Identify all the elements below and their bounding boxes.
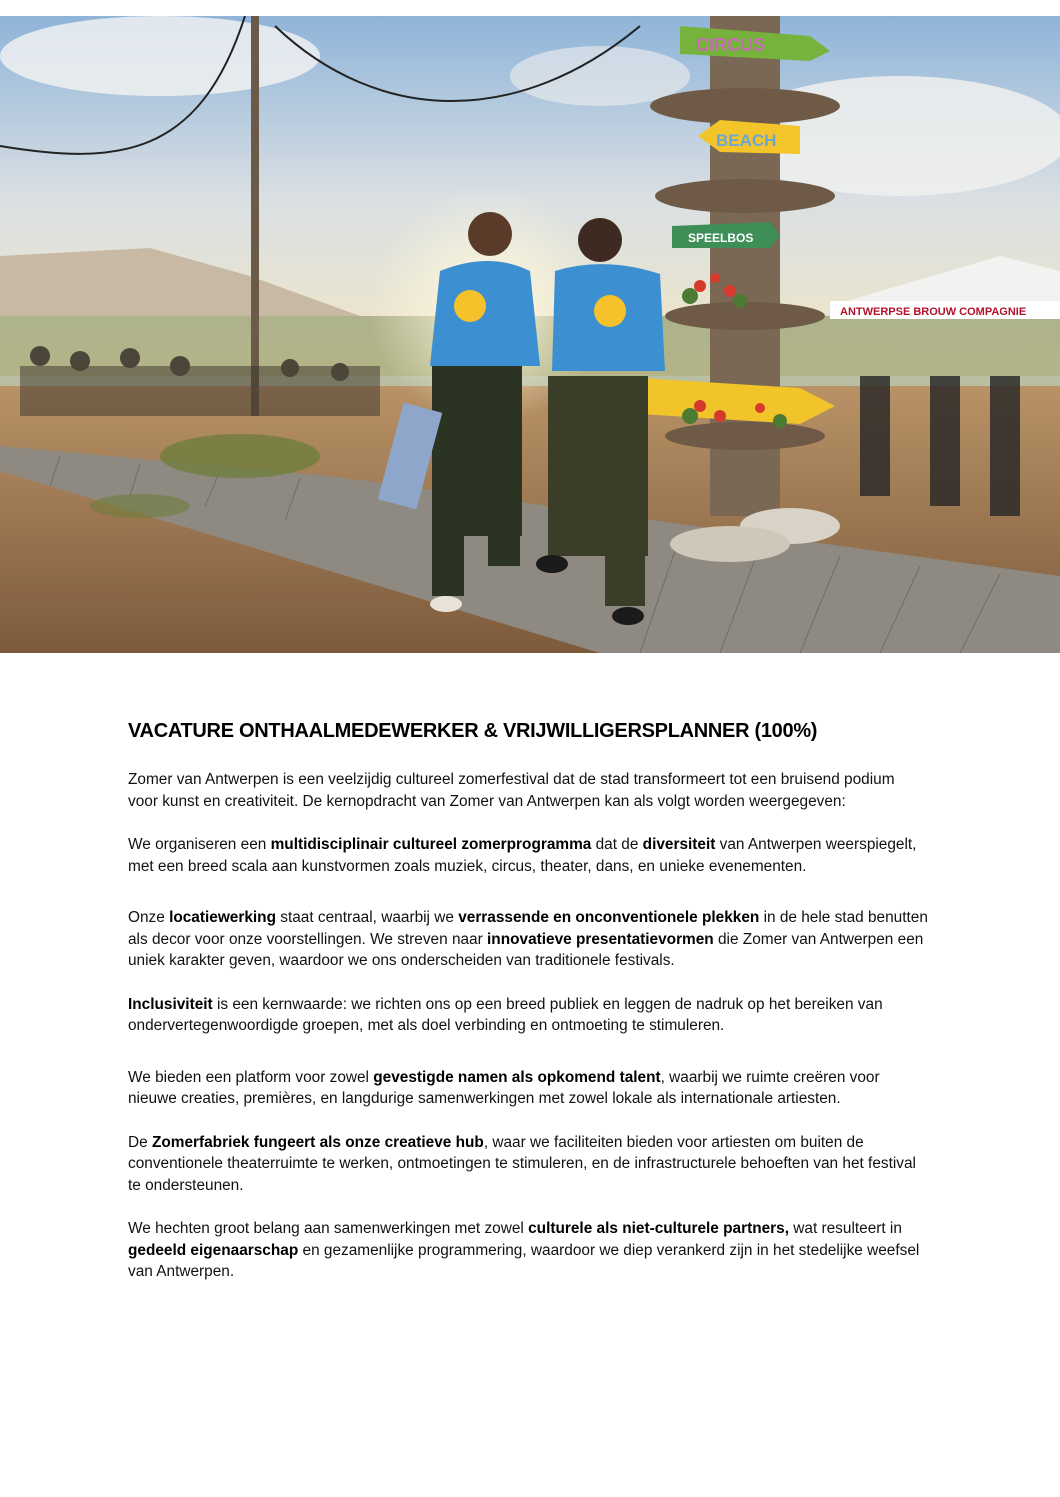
text: We organiseren een [128,836,271,853]
festival-scene-illustration [0,16,1060,653]
text: , waarbij we ruimte creëren voor nieuwe creaties, premières, en langdurige samenwerkingen met zowel lokale als internationale artiesten. [128,1068,880,1107]
tent-banner-text: ANTWERPSE BROUW COMPAGNIE [840,306,1027,318]
text: van Antwerpen weerspiegelt, met een breed scala aan kunstvormen zoals muziek, circus, theater, dans, en unieke evenementen. [128,836,917,875]
program-paragraph [128,834,928,877]
partners-paragraph [128,1218,928,1283]
text: en gezamenlijke programmering, waardoor we diep verankerd zijn in het stedelijke weefsel van Antwerpen. [128,1241,920,1280]
bold-text: diversiteit [642,836,716,853]
bold-text: multidisciplinair cultureel zomerprogramma [270,836,592,853]
bold-text: locatiewerking [169,909,276,926]
location-paragraph [128,907,928,972]
text: wat resulteert in [789,1220,902,1237]
text: in de hele stad benutten als decor voor onze voorstellingen. We streven naar [128,909,928,948]
vacancy-content [128,720,928,1305]
bold-text: gedeeld eigenaarschap [128,1241,299,1259]
inclusivity-paragraph [128,994,928,1037]
text: Onze [128,909,170,926]
bold-text: verrassende en onconventionele plekken [458,909,760,926]
vacancy-title: VACATURE ONTHAALMEDEWERKER & VRIJWILLIGERSPLANNER (100%) [128,720,818,742]
intro-paragraph [128,769,928,812]
text: dat de [591,836,643,853]
hero-photo [0,16,1060,653]
sign-speelbos-label: SPEELBOS [688,231,754,245]
text: is een kernwaarde: we richten ons op een breed publiek en leggen de nadruk op het bereiken van ondervertegenwoordigde groepen, met als doel verbinding en ontmoeting te stimuleren. [128,995,883,1034]
bold-text: gevestigde namen als opkomend talent [373,1068,661,1086]
text: De [128,1133,152,1151]
text: We hechten groot belang aan samenwerkingen met zowel [128,1220,529,1237]
bold-text: Zomerfabriek fungeert als onze creatieve hub [151,1133,484,1151]
sign-circus-label: CIRCUS [696,35,766,55]
sign-beach-label: BEACH [716,131,777,150]
platform-paragraph [128,1067,928,1110]
text: Zomer van Antwerpen is een veelzijdig cultureel zomerfestival dat de stad transformeert tot een bruisend podium voor kunst en creativiteit. De kernopdracht van Zomer van Antwerpen kan als volgt worden weergegeven: [128,771,895,810]
bold-text: culturele als niet-culturele partners, [528,1220,789,1237]
bold-text: Inclusiviteit [128,995,213,1013]
text: We bieden een platform voor zowel [128,1068,374,1086]
bold-text: innovatieve presentatievormen [487,930,714,948]
text: staat centraal, waarbij we [275,909,459,926]
text: die Zomer van Antwerpen een uniek karakter geven, waardoor we ons onderscheiden van traditionele festivals. [128,930,924,969]
text: , waar we faciliteiten bieden voor artiesten om buiten de conventionele theaterruimte te werken, ontmoetingen te stimuleren, en de infrastructurele behoeften van het festival te ondersteunen. [128,1133,916,1194]
zomerfabriek-paragraph [128,1132,928,1197]
